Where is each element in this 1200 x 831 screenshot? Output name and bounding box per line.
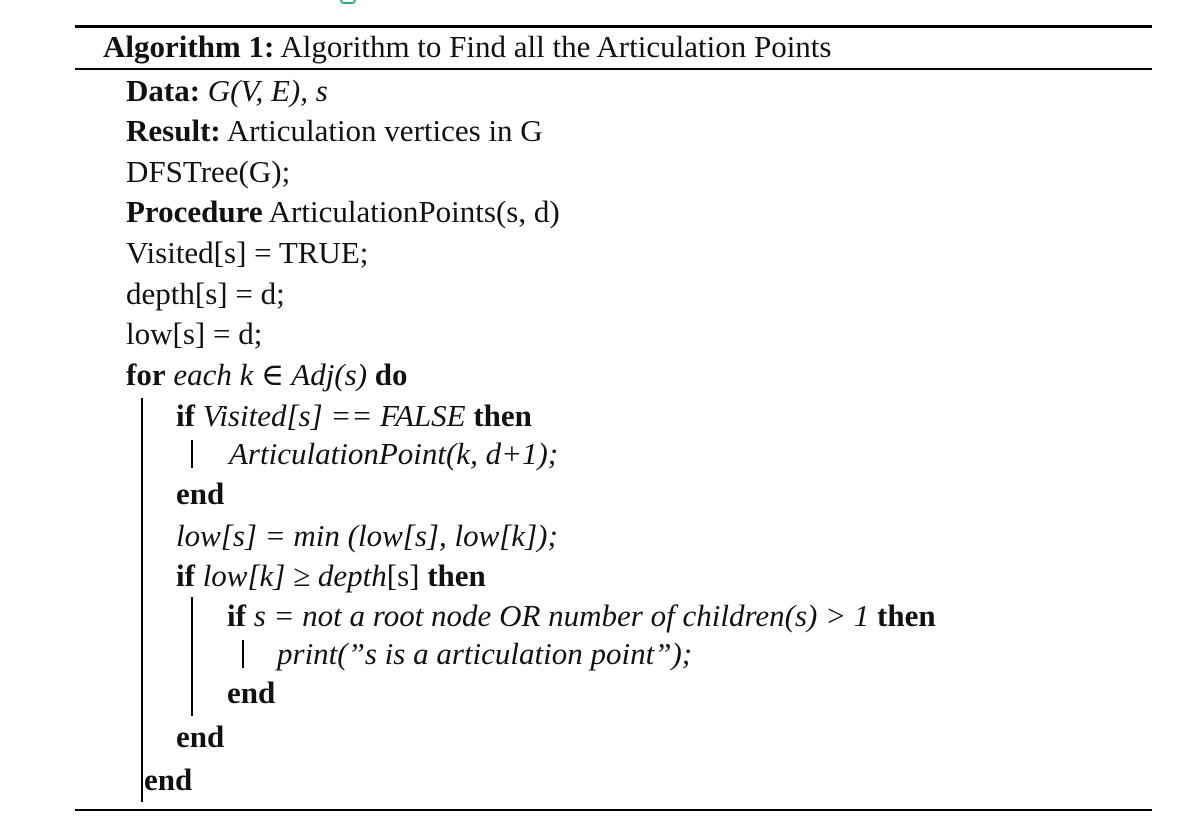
procedure-line — [126, 192, 560, 232]
data-line — [126, 71, 328, 111]
if-keyword: if — [227, 598, 246, 633]
visited-assign-text: Visited[s] = TRUE; — [126, 235, 369, 270]
algorithm-title: Algorithm to Find all the Articulation Points — [280, 29, 832, 64]
end-if-low-line — [176, 717, 224, 757]
end-keyword: end — [227, 675, 276, 710]
green-marker-icon — [340, 0, 356, 4]
for-keyword: for — [126, 357, 166, 392]
then-keyword: then — [877, 598, 936, 633]
procedure-keyword: Procedure — [126, 194, 263, 229]
print-text: print(”s is a articulation point”); — [277, 636, 693, 671]
if-keyword: if — [176, 398, 195, 433]
result-label: Result: — [126, 113, 221, 148]
procedure-signature: ArticulationPoints(s, d) — [268, 194, 560, 229]
low-assign-line — [126, 314, 262, 354]
then-keyword: then — [427, 558, 486, 593]
algorithm-caption — [103, 28, 832, 66]
if-root-block-bar — [242, 640, 244, 668]
if-low-condition-index: [s] — [386, 558, 420, 593]
end-keyword: end — [176, 719, 225, 754]
end-keyword: end — [176, 476, 225, 511]
algorithm-label: Algorithm 1: — [103, 29, 275, 64]
do-keyword: do — [374, 357, 408, 392]
then-keyword: then — [473, 398, 532, 433]
result-line — [126, 111, 543, 151]
dfs-tree-line — [126, 152, 290, 192]
depth-assign-text: depth[s] = d; — [126, 276, 285, 311]
depth-assign-line — [126, 274, 285, 314]
for-condition: each k ∈ Adj(s) — [173, 357, 368, 392]
caption-rule — [75, 68, 1152, 70]
if-keyword: if — [176, 558, 195, 593]
for-line — [126, 355, 408, 395]
visited-assign-line — [126, 233, 368, 273]
data-label: Data: — [126, 73, 201, 108]
end-if-root-line — [227, 673, 275, 713]
data-value: G(V, E), s — [207, 73, 328, 108]
recursive-call-text: ArticulationPoint(k, d+1); — [229, 436, 559, 471]
result-value: Articulation vertices in G — [226, 113, 543, 148]
low-update-line — [176, 516, 558, 556]
if-visited-block-bar — [191, 440, 193, 468]
low-assign-text: low[s] = d; — [126, 316, 263, 351]
recursive-call-line — [229, 434, 558, 474]
if-visited-line — [176, 396, 532, 436]
print-line — [277, 634, 692, 674]
if-low-block-bar — [191, 597, 193, 716]
dfs-tree-text: DFSTree(G); — [126, 154, 291, 189]
if-low-condition: low[k] ≥ depth — [202, 558, 387, 593]
if-low-line — [176, 556, 486, 596]
end-for-line — [144, 760, 192, 800]
if-visited-condition: Visited[s] == FALSE — [202, 398, 466, 433]
if-root-condition: s = not a root node OR number of children(s) > 1 — [253, 598, 870, 633]
for-block-bar — [141, 398, 143, 802]
end-if-visited-line — [176, 474, 224, 514]
bottom-rule — [75, 809, 1152, 811]
low-update-text: low[s] = min (low[s], low[k]); — [176, 518, 558, 553]
end-keyword: end — [144, 762, 193, 797]
if-root-line — [227, 596, 936, 636]
